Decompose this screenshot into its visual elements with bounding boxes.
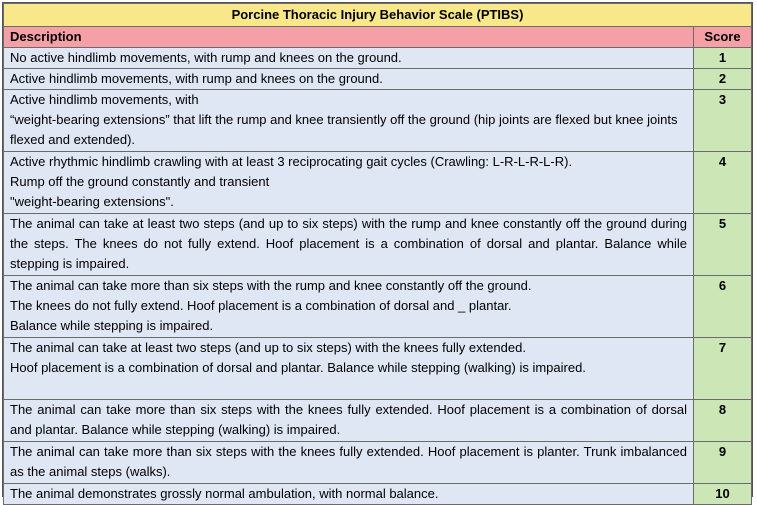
table-row (4, 214, 752, 276)
row-score: 7 (694, 338, 752, 400)
row-description: No active hindlimb movements, with rump and knees on the ground. (4, 48, 694, 69)
row-description: Active hindlimb movements, with rump and knees on the ground. (4, 69, 694, 90)
row-score: 2 (694, 69, 752, 90)
table-row (4, 48, 752, 69)
table-row (4, 276, 752, 338)
table-row (4, 69, 752, 90)
row-score: 9 (694, 442, 752, 484)
row-description: The animal can take at least two steps (and up to six steps) with the rump and knee constantly off the ground during the steps. The knees do not fully extend. Hoof placement is a combination of dorsal and plantar. Balance while stepping is impaired. (4, 214, 694, 276)
row-description: The animal can take more than six steps with the knees fully extended. Hoof placement is a combination of dorsal and plantar. Balance while stepping (walking) is impaired. (4, 400, 694, 442)
row-description: The animal can take more than six steps with the rump and knee constantly off the ground. The knees do not fully extend. Hoof placement is a combination of dorsal and _ plantar. Balance while stepping is impaired. (4, 276, 694, 338)
row-description: Active hindlimb movements, with “weight-bearing extensions” that lift the rump and knee transiently off the ground (hip joints are flexed but knee joints flexed and extended). (4, 90, 694, 152)
table-row (4, 484, 752, 505)
row-score: 10 (694, 484, 752, 505)
header-row (4, 27, 752, 48)
row-score: 1 (694, 48, 752, 69)
title-row (4, 4, 752, 27)
row-description: The animal can take at least two steps (and up to six steps) with the knees fully extended. Hoof placement is a combination of dorsal and plantar. Balance while stepping (walking) is impaired. (4, 338, 694, 400)
table-row (4, 338, 752, 400)
table-row (4, 90, 752, 152)
row-description: The animal can take more than six steps with the knees fully extended. Hoof placement is planter. Trunk imbalanced as the animal steps (walks). (4, 442, 694, 484)
ptibs-table (3, 3, 752, 505)
table-title: Porcine Thoracic Injury Behavior Scale (PTIBS) (4, 4, 752, 27)
row-score: 6 (694, 276, 752, 338)
table-row (4, 442, 752, 484)
row-score: 4 (694, 152, 752, 214)
table-row (4, 152, 752, 214)
row-description: The animal demonstrates grossly normal ambulation, with normal balance. (4, 484, 694, 505)
row-score: 3 (694, 90, 752, 152)
ptibs-table-container (2, 2, 753, 501)
header-description: Description (4, 27, 694, 48)
table-row (4, 400, 752, 442)
row-score: 5 (694, 214, 752, 276)
row-score: 8 (694, 400, 752, 442)
header-score: Score (694, 27, 752, 48)
row-description: Active rhythmic hindlimb crawling with at least 3 reciprocating gait cycles (Crawling: L-R-L-R-L-R). Rump off the ground constantly and transient "weight-bearing extensions". (4, 152, 694, 214)
